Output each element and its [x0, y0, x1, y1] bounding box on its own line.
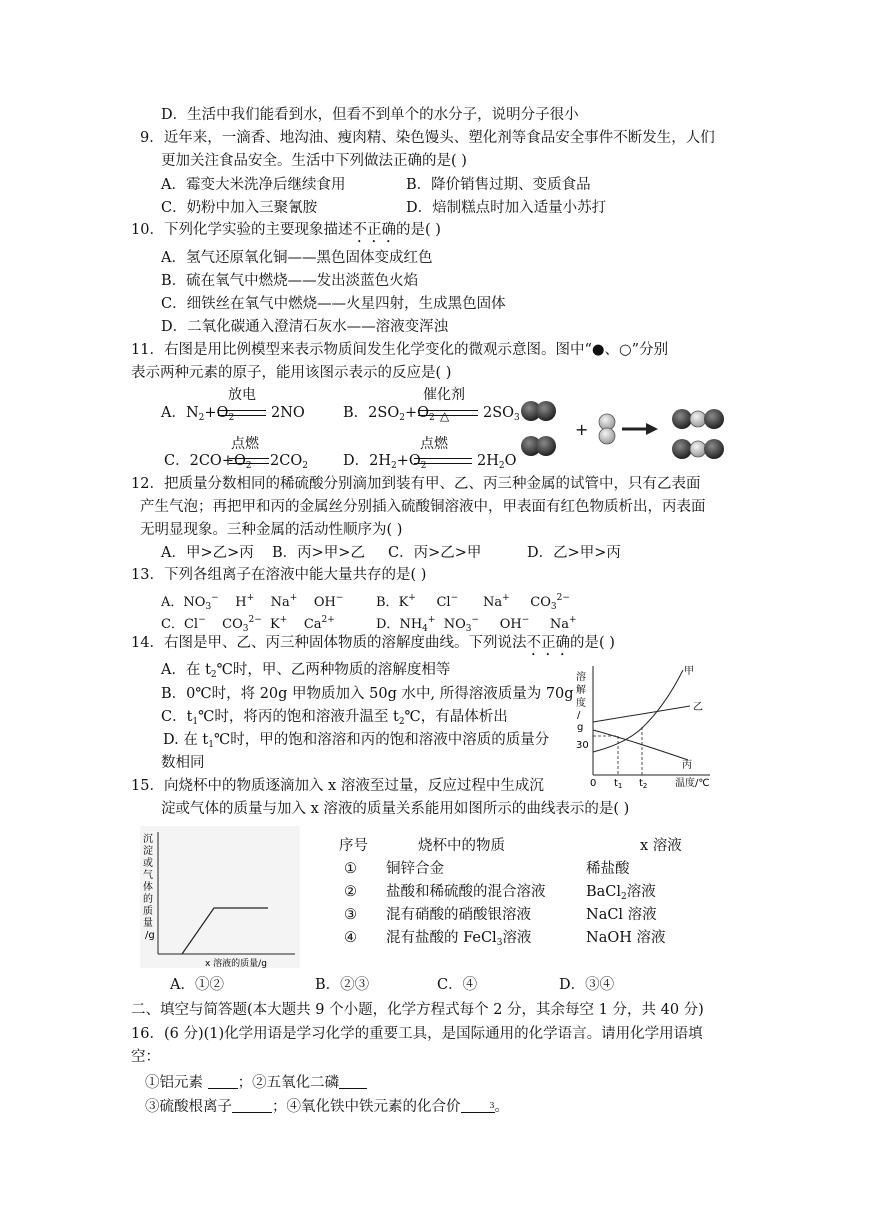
row-4-beaker-pre: 混有盐酸的 FeCl: [386, 930, 497, 946]
q15-xlabel: x 溶液的质量/g: [205, 959, 267, 968]
q11-c-label: C．: [164, 453, 190, 469]
q9-stem-line2: 更加关注食品安全。生活中下列做法正确的是( ): [161, 153, 467, 169]
q14-option-d-line1: D. 在 $t_1℃$时，甲的饱和溶溶和丙的饱和溶液中溶质的质量分: [163, 732, 550, 750]
reaction-arrow: [622, 423, 658, 435]
q11-d-product: $2H_2O$: [477, 453, 517, 471]
row-2-x-post: 溶液: [626, 884, 656, 900]
q14-c-mid: ℃时，将丙的饱和溶液升温至 t: [198, 709, 399, 725]
ylabel-char-8: 量: [143, 918, 153, 929]
q14-a-post: ℃时，甲、乙两种物质的溶解度相等: [216, 662, 451, 678]
q11-stem-line2: 表示两种元素的原子，能用该图示表示的反应是( ): [131, 365, 452, 381]
table-row-4-beaker: [386, 928, 531, 953]
table-row-3-beaker: 混有硝酸的硝酸银溶液: [386, 907, 531, 923]
q16-item-1-label: ①铝元素: [145, 1075, 203, 1091]
ylabel-char-5: 体: [143, 882, 153, 893]
table-row-2-no: ②: [344, 884, 357, 900]
row-4-beaker-sub: 3: [496, 938, 503, 948]
table-row-3-x: NaCl 溶液: [586, 907, 657, 923]
product-molecule-2: [672, 439, 724, 459]
q16-stem-line1: 16．(6 分)(1)化学用语是学习化学的重要工具，是国际通用的化学语言。请用化学用语填: [131, 1026, 703, 1042]
q12-stem-line3: 无明显现象。三种金属的活动性顺序为( ): [140, 522, 403, 538]
table-row-4-x: NaOH 溶液: [586, 930, 666, 946]
chart-xlabel: 温度/℃: [675, 778, 710, 789]
q14-option-c: C．$t_1℃$时，将丙的饱和溶液升温至 $t_2℃$，有晶体析出: [161, 709, 508, 727]
q12-option-d: D．乙>甲>丙: [527, 545, 621, 561]
q12-option-a: A．甲>乙>丙: [161, 545, 254, 561]
q14-a-pre: A．在 t: [161, 662, 211, 678]
chart-ylabel-1: 溶: [576, 672, 586, 683]
chart-ylabel-3: 度: [576, 698, 586, 709]
q10-option-a: A．氢气还原氧化铜——黑色固体变成红色: [161, 250, 433, 266]
q14-option-a: A．在 $t_2℃$时，甲、乙两种物质的溶解度相等: [161, 662, 451, 680]
table-header-no: 序号: [339, 838, 368, 854]
q15-stem-line2: 淀或气体的质量与加入 x 溶液的质量关系能用如图所示的曲线表示的是( ): [161, 801, 630, 817]
q11-option-c: C．$2CO+O_2$: [164, 453, 252, 471]
q10-option-d: D．二氧化碳通入澄清石灰水——溶液变浑浊: [161, 319, 449, 335]
q9-option-b: B．降价销售过期、变质食品: [406, 177, 591, 193]
section-2-heading: 二、填空与简答题(本大题共 9 个小题，化学方程式每个 2 分，其余每空 1 分，共 40 分): [131, 1002, 704, 1018]
plus-sign: +: [575, 420, 589, 439]
row-4-beaker-post: 溶液: [502, 930, 532, 946]
table-row-4-no: ④: [344, 930, 357, 946]
q14-d-post: ℃时，甲的饱和溶溶和丙的饱和溶液中溶质的质量分: [214, 732, 550, 748]
table-header-beaker: 烧杯中的物质: [418, 838, 505, 854]
q10-option-b: B．硫在氧气中燃烧——发出淡蓝色火焰: [161, 273, 419, 289]
table-row-1-beaker: 铜锌合金: [386, 861, 444, 877]
q16-blank-3[interactable]: [232, 1098, 272, 1113]
q14-c-pre: C．t: [161, 709, 193, 725]
q11-molecule-diagram: [518, 392, 668, 476]
q10-option-c: C．细铁丝在氧气中燃烧——火星四射，生成黑色固体: [161, 296, 506, 312]
table-header-x: x 溶液: [640, 838, 682, 854]
q16-blank-1[interactable]: [208, 1074, 238, 1089]
q15-stem-line1: 15．向烧杯中的物质逐滴加入 x 溶液至过量，反应过程中生成沉: [131, 778, 544, 794]
q11-c-condition: 点燃: [231, 436, 259, 452]
q11-b-product: $2SO_3$: [483, 405, 520, 423]
q15-option-c: C．④: [437, 977, 478, 993]
q11-c-product: $2CO_2$: [270, 453, 308, 471]
q15-option-d: D．③④: [559, 977, 615, 993]
q12-stem-line2: 产生气泡；再把甲和丙的金属丝分别插入硫酸铜溶液中，甲表面有红色物质析出，丙表面: [140, 499, 706, 515]
ylabel-char-1: 沉: [143, 834, 153, 845]
q11-a-product: 2NO: [271, 405, 305, 421]
row-2-x-pre: BaCl: [586, 884, 622, 900]
curve-jia: [593, 670, 683, 752]
q14-d-pre: D. 在 t: [163, 732, 209, 748]
q16-stem-line2: 空：: [131, 1049, 160, 1065]
q13-d-label: D．: [376, 617, 400, 632]
label-jia: 甲: [684, 666, 694, 677]
q16-item-2-label: ；②五氧化二磷: [237, 1075, 340, 1091]
chart-t2-label: $t_2$: [639, 778, 648, 790]
q14-option-d-line2: 数相同: [161, 755, 205, 771]
q11-d-equals-sign: [414, 458, 472, 464]
q16-blank-2[interactable]: [339, 1074, 367, 1089]
chart-ylabel-4: /: [577, 710, 581, 721]
q13-option-a: A．$NO_3^-$ H+ Na+ OH−: [161, 593, 344, 612]
q10-stem-emphasis: 不正确: [352, 222, 396, 238]
curve-bing: [593, 730, 688, 760]
q11-option-b: B．$2SO_2+O_2$: [343, 405, 435, 423]
q16-line-2: [145, 1097, 509, 1117]
q13-option-b: B．K+ Cl− Na+ $CO_3^{2-}$: [376, 593, 570, 612]
q13-a-label: A．: [161, 595, 184, 610]
table-row-2-beaker: 盐酸和稀硫酸的混合溶液: [386, 884, 546, 900]
curve-yi: [593, 706, 690, 722]
ylabel-char-9: /g: [145, 930, 155, 941]
q14-solubility-chart: [570, 660, 720, 795]
chart-x0-label: 0: [590, 778, 597, 789]
reactant-molecule-2: [521, 436, 556, 456]
table-row-3-no: ③: [344, 907, 357, 923]
chart-t1-label: $t_1$: [614, 778, 623, 790]
chart-background: [140, 826, 300, 968]
q15-option-b: B．②③: [315, 977, 370, 993]
q11-c-equals-sign: [229, 458, 269, 464]
q11-b-heat-symbol: △: [440, 409, 450, 423]
chart-ylabel-2: 解: [576, 685, 586, 696]
reactant-molecule-1: [521, 401, 556, 421]
q11-a-label: A．: [161, 405, 186, 421]
q9-option-c: C．奶粉中加入三聚氰胺: [161, 200, 318, 216]
q11-d-condition: 点燃: [420, 436, 448, 452]
q12-stem-line1: 12．把质量分数相同的稀硫酸分别滴加到装有甲、乙、丙三种金属的试管中，只有乙表面: [131, 476, 701, 492]
q10-stem-post: 的是( ): [395, 222, 441, 238]
q14-option-b: B．0℃时，将 20g 甲物质加入 50g 水中, 所得溶液质量为 70g: [161, 686, 574, 702]
chart-y30-label: 30: [576, 740, 589, 751]
q15-option-a: A．①②: [170, 977, 224, 993]
q13-option-c: C．Cl− $CO_3^{2-}$ K+ $Ca^{2+}$: [161, 615, 335, 634]
q11-b-label: B．: [343, 405, 369, 421]
q14-stem-post: 的是( ): [569, 635, 615, 651]
q11-b-condition: 催化剂: [423, 387, 465, 403]
q14-stem-pre: 14．右图是甲、乙、丙三种固体物质的溶解度曲线。下列说法: [131, 635, 527, 651]
q9-stem-line1: 9．近年来，一滴香、地沟油、瘦肉精、染色馒头、塑化剂等食品安全事件不断发生，人们: [140, 130, 715, 146]
q11-stem-line1: 11．右图是用比例模型来表示物质间发生化学变化的微观示意图。图中“●、○”分别: [131, 342, 669, 358]
chart-ylabel-5: g: [577, 722, 584, 733]
q11-a-condition: 放电: [228, 387, 256, 403]
q11-a-equals-sign: [218, 410, 266, 416]
ylabel-char-2: 淀: [143, 846, 153, 857]
q13-b-label: B．: [376, 595, 399, 610]
q10-stem: [131, 220, 441, 246]
q13-stem: 13．下列各组离子在溶液中能大量共存的是( ): [131, 567, 427, 583]
q16-line-end: 。: [494, 1099, 509, 1115]
q16-item-3-label: ③硫酸根离子: [145, 1099, 232, 1115]
row-2-x-sub: 2: [621, 892, 627, 902]
table-row-1-x: 稀盐酸: [586, 861, 630, 877]
q15-curve-chart: [140, 826, 300, 968]
q16-blank-4[interactable]: [461, 1098, 495, 1113]
q13-option-d: D．$NH_4^+$ $NO_3^-$ OH− Na+: [376, 615, 577, 634]
q11-option-d: D．$2H_2+O_2$: [343, 453, 427, 471]
reactant-molecule-3: [599, 414, 615, 444]
q13-c-label: C．: [161, 617, 184, 632]
q9-option-a: A．霉变大米洗净后继续食用: [161, 177, 346, 193]
q14-stem-emphasis: 不正确: [526, 635, 570, 651]
q9-option-d: D．焙制糕点时加入适量小苏打: [406, 200, 607, 216]
q12-option-c: C．丙>乙>甲: [388, 545, 482, 561]
q14-stem: [131, 633, 615, 659]
q10-stem-pre: 10．下列化学实验的主要现象描述: [131, 222, 353, 238]
label-bing: 丙: [682, 760, 692, 771]
ylabel-char-7: 质: [143, 906, 153, 917]
ylabel-char-6: 的: [143, 894, 153, 905]
q16-blank-4-mark: 3: [489, 1101, 495, 1110]
table-row-2-x: [586, 882, 656, 907]
product-molecule-1: [672, 409, 724, 429]
label-yi: 乙: [693, 702, 703, 713]
q8-option-d: D．生活中我们能看到水，但看不到单个的水分子，说明分子很小: [161, 107, 579, 123]
q11-d-label: D．: [343, 453, 370, 469]
q16-item-4-label: ；④氧化铁中铁元素的化合价: [272, 1099, 461, 1115]
q12-option-b: B．丙>甲>乙: [272, 545, 365, 561]
q11-option-a: A．$N_2+O_2$: [161, 405, 235, 423]
ylabel-char-4: 气: [143, 870, 153, 881]
q16-line-1: [145, 1073, 367, 1093]
table-row-1-no: ①: [344, 861, 357, 877]
ylabel-char-3: 或: [143, 858, 153, 869]
q14-c-post: ℃，有晶体析出: [404, 709, 508, 725]
q11-product-molecules: [670, 405, 770, 465]
